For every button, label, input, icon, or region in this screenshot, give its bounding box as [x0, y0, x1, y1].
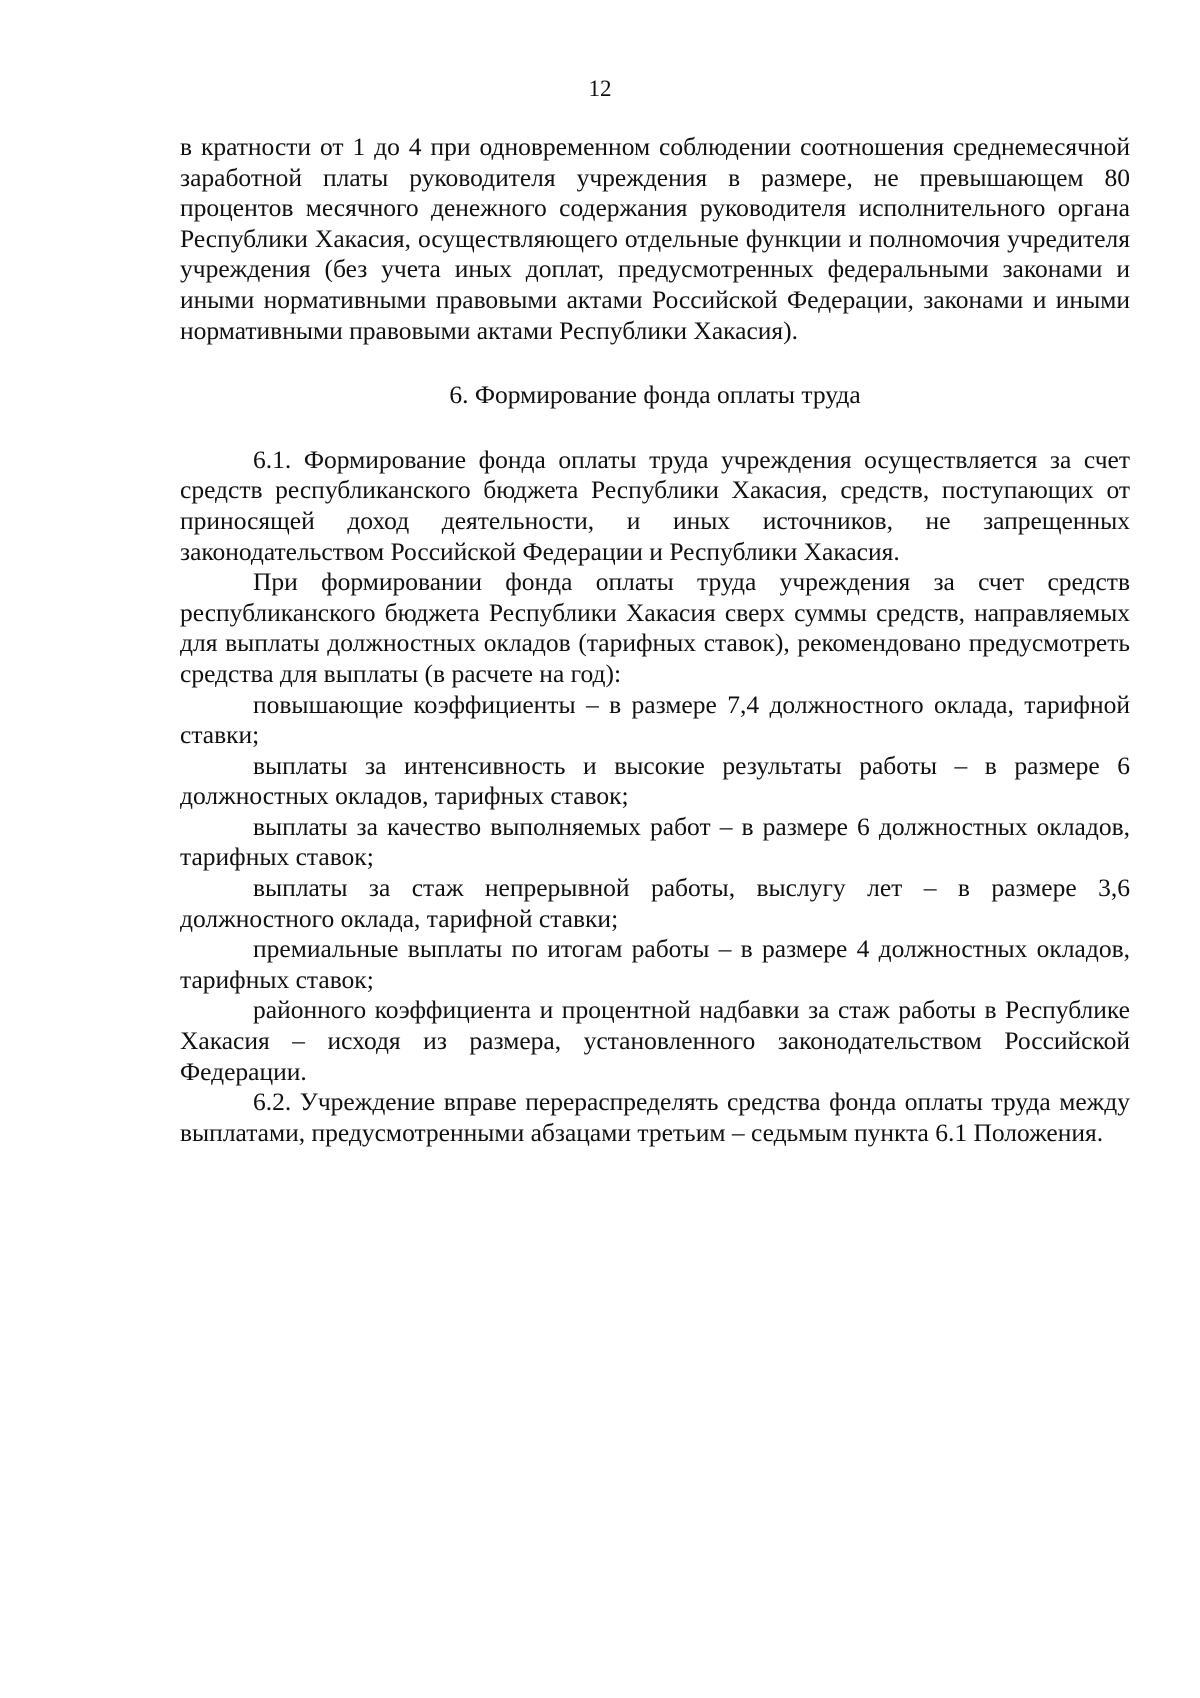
list-item-intensity-payments: выплаты за интенсивность и высокие результаты работы – в размере 6 должностных окладов, тарифных ставок; — [180, 750, 1130, 811]
intro-paragraph: в кратности от 1 до 4 при одновременном соблюдении соотношения среднемесячной заработной платы руководителя учреждения в размере, не превышающем 80 процентов месячного денежного содержания руководителя исполнительного органа Республики Хакасия, осуществляющего отдельные функции и полномочия учредителя учреждения (без учета иных доплат, предусмотренных федеральными законами и иными нормативными правовыми актами Российской Федерации, законами и иными нормативными правовыми актами Республики Хакасия). — [180, 132, 1130, 345]
list-item-bonus-payments: премиальные выплаты по итогам работы – в размере 4 должностных окладов, тарифных ставок; — [180, 934, 1130, 994]
paragraph-6-1: 6.1. Формирование фонда оплаты труда учреждения осуществляется за счет средств республиканского бюджета Республики Хакасия, средств, поступающих от приносящей доход деятельности, и иных источников, не запрещенных законодательством Российской Федерации и Республики Хакасия. — [180, 444, 1130, 566]
paragraph-fund-formation: При формировании фонда оплаты труда учреждения за счет средств республиканского бюджета Республики Хакасия сверх суммы средств, направляемых для выплаты должностных окладов (тарифных ставок), рекомендовано предусмотреть средства для выплаты (в расчете на год): — [180, 567, 1130, 688]
paragraph-6-2: 6.2. Учреждение вправе перераспределять средства фонда оплаты труда между выплатами, предусмотренными абзацами третьим – седьмым пункта 6.1 Положения. — [180, 1087, 1130, 1147]
list-item-raising-coefficients: повышающие коэффициенты – в размере 7,4 должностного оклада, тарифной ставки; — [180, 689, 1130, 750]
document-body — [180, 132, 1130, 1148]
list-item-regional-coefficient: районного коэффициента и процентной надбавки за стаж работы в Республике Хакасия – исходя из размера, установленного законодательством Российской Федерации. — [180, 995, 1130, 1086]
list-item-quality-payments: выплаты за качество выполняемых работ – в размере 6 должностных окладов, тарифных ставок; — [180, 811, 1130, 872]
page-number: 12 — [588, 76, 612, 101]
section-title: 6. Формирование фонда оплаты труда — [449, 380, 861, 410]
list-item-seniority-payments: выплаты за стаж непрерывной работы, выслугу лет – в размере 3,6 должностного оклада, тарифной ставки; — [180, 873, 1130, 933]
